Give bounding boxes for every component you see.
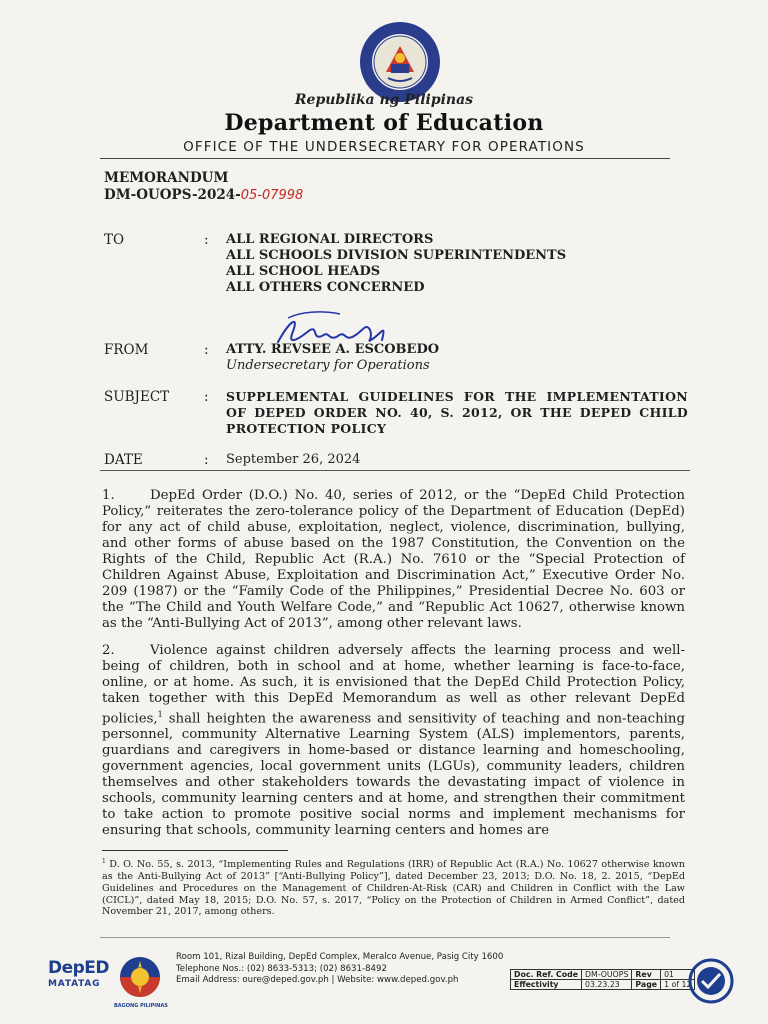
from-label: FROM <box>104 342 149 358</box>
subject-text: SUPPLEMENTAL GUIDELINES FOR THE IMPLEMENTATION OF DEPED ORDER NO. 40, S. 2012, OR THE DEPED CHILD PROTECTION POLICY <box>226 389 688 436</box>
doc-ref-label: Doc. Ref. Code <box>511 970 582 980</box>
department-name: Department of Education <box>224 110 544 136</box>
bagong-pilipinas-logo-icon <box>118 955 162 1001</box>
paragraph-text: Violence against children adversely affects the learning process and well-being of children, both in school and at home, whether learning is face-to-face, online, or at home. As such, it is envisioned that the DepEd Child Protection Policy, taken together with this DepEd Memorandum as well as other relevant DepEd policies, <box>102 643 685 727</box>
rev-value: 01 <box>661 970 695 980</box>
date-label: DATE <box>104 452 143 468</box>
from-block <box>226 342 439 374</box>
footnote-text: D. O. No. 55, s. 2013, “Implementing Rules and Regulations (IRR) of Republic Act (R.A.) No. 10627 otherwise known as the Anti-Bullying Act of 2013” [“Anti-Bullying Policy”], dated December 23, 2013; D.O. No. 18, 2. 2015, “DepEd Guidelines and Procedures on the Management of Children-At-Risk (CAR) and Children in Conflict with the Law (CICL)”, dated May 18, 2015; D.O. No. 57, s. 2017, “Policy on the Protection of Children in Armed Conflict”, dated November 21, 2017, among others. <box>102 859 685 918</box>
iso-certification-icon <box>688 958 734 1004</box>
memo-number-handwritten: 05-07998 <box>240 188 304 203</box>
date-colon: : <box>204 452 209 468</box>
recipient-line: ALL REGIONAL DIRECTORS <box>226 232 434 247</box>
office-name: OFFICE OF THE UNDERSECRETARY FOR OPERATIONS <box>183 139 585 155</box>
from-name: ATTY. REVSEE A. ESCOBEDO <box>226 342 440 357</box>
recipient-line: ALL OTHERS CONCERNED <box>226 280 425 295</box>
footnote <box>102 856 685 918</box>
doc-ref-value: DM-OUOPS <box>582 970 632 980</box>
footer-address <box>176 952 503 987</box>
paragraph-number: 1. <box>102 488 115 503</box>
footer-rule <box>100 937 670 938</box>
subject-label: SUBJECT <box>104 389 170 405</box>
footnote-marker: 1 <box>102 858 106 865</box>
recipient-line: ALL SCHOOLS DIVISION SUPERINTENDENTS <box>226 248 567 263</box>
paragraph-number: 2. <box>102 643 115 658</box>
date-value: September 26, 2024 <box>226 452 361 467</box>
paragraph-text: DepEd Order (D.O.) No. 40, series of 2012, or the “DepEd Child Protection Policy,” reiterates the zero-tolerance policy of the Department of Education (DepEd) for any act of child abuse, exploitation, neglect, violence, discrimination, bullying, and other forms of abuse based on the 1987 Constitution, the Convention on the Rights of the Child, Republic Act (R.A.) No. 7610 or the “Special Protection of Children Against Abuse, Exploitation and Discrimination Act,” Executive Order No. 209 (1987) or the “Family Code of the Philippines,” Presidential Decree No. 603 or the “The Child and Youth Welfare Code,” and “Republic Act 10627, otherwise known as the “Anti-Bullying Act of 2013”, among other relevant laws. <box>102 488 685 631</box>
effectivity-value: 03.23.23 <box>582 980 632 990</box>
memo-number-prefix: DM-OUOPS-2024- <box>104 187 241 203</box>
memo-type: MEMORANDUM <box>104 170 229 186</box>
to-recipients <box>226 232 566 296</box>
memo-block <box>104 170 303 204</box>
country-name: Republika ng Pilipinas <box>294 92 474 108</box>
paragraph-text: shall heighten the awareness and sensitivity of teaching and non-teaching personnel, community Alternative Learning System (ALS) implementors, parents, guardians and caregivers in home-based or distance learning and homeschooling, government agencies, local government units (LGUs), community leaders, children themselves and other stakeholders towards the devastating impact of violence in schools, community learning centers and at home, and strengthen their commitment to take action to promote positive social norms and implement mechanisms for ensuring that schools, community learning centers and homes are <box>102 711 685 839</box>
doc-reference-table <box>510 969 695 990</box>
effectivity-label: Effectivity <box>511 980 582 990</box>
date-rule <box>100 470 690 471</box>
matatag-logo-text: MATATAG <box>48 979 101 989</box>
letterhead-rule <box>100 158 670 159</box>
from-title: Undersecretary for Operations <box>226 358 430 373</box>
from-colon: : <box>204 342 209 358</box>
rev-label: Rev <box>632 970 661 980</box>
footer-phone-line: Telephone Nos.: (02) 8633-5313; (02) 8631-8492 <box>176 963 387 974</box>
footer-email-line: Email Address: oure@deped.gov.ph | Website: www.deped.gov.ph <box>176 975 459 985</box>
to-label: TO <box>104 232 125 248</box>
footnote-ref: 1 <box>157 710 163 719</box>
page-value: 1 of 12 <box>661 980 695 990</box>
deped-logo-text: DepED <box>48 958 110 978</box>
footnote-rule <box>102 850 288 851</box>
paragraph-2 <box>102 643 685 839</box>
deped-matatag-logo <box>48 958 109 989</box>
footer-address-line: Room 101, Rizal Building, DepEd Complex, Meralco Avenue, Pasig City 1600 <box>176 952 504 962</box>
subject-colon: : <box>204 389 209 405</box>
page-label: Page <box>632 980 661 990</box>
memo-number <box>104 187 303 204</box>
recipient-line: ALL SCHOOL HEADS <box>226 264 381 279</box>
bagong-pilipinas-text: BAGONG PILIPINAS <box>114 1003 168 1009</box>
to-colon: : <box>204 232 209 248</box>
paragraph-1 <box>102 488 685 632</box>
